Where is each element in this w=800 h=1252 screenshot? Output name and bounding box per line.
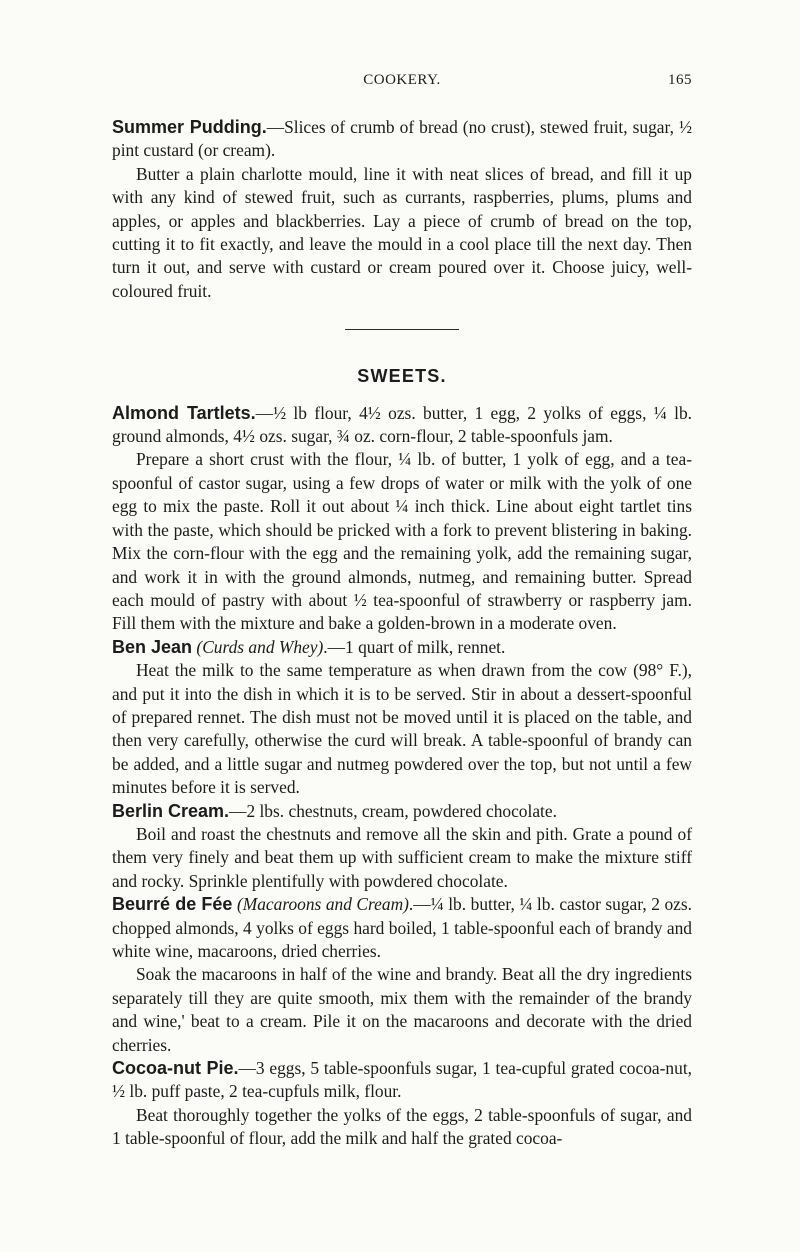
recipe-title: Cocoa-nut Pie.: [112, 1058, 239, 1079]
recipe-title: Almond Tartlets.: [112, 402, 256, 423]
recipe-ben-jean-method: Heat the milk to the same temperature as when drawn from the cow (98° F.), and put it into the dish in which it is to be served. Stir in about a dessert-spoonful of prepared rennet. The dish must not be moved until it is placed on the table, and then very carefully, otherwise the curd will break. A table-spoonful of brandy can be added, and a little sugar and nutmeg powdered over the top, but not until a few minutes before it is served.: [112, 660, 692, 798]
recipe-title: Ben Jean: [112, 636, 193, 657]
recipe-subtitle: (Macaroons and Cream): [236, 894, 409, 915]
recipe-title: Summer Pudding.: [112, 117, 267, 137]
page-title: COOKERY.: [363, 72, 441, 88]
recipe-beurre-de-fee-method: Soak the macaroons in half of the wine and brandy. Beat all the dry ingredients separately till they are quite smooth, mix them with the remainder of the brandy and wine,' beat to a cream. Pile it on the macaroons and decorate with the dried cherries.: [112, 964, 692, 1055]
section-divider: [345, 329, 459, 330]
recipe-summer-pudding-ingredients: [112, 116, 692, 163]
page-number: 165: [668, 72, 692, 88]
section-heading: SWEETS.: [357, 366, 447, 387]
recipe-almond-tartlets-method: Prepare a short crust with the flour, ¼ lb. of butter, 1 yolk of egg, and a tea-spoonful of castor sugar, using a few drops of water or milk with the yolk of one egg to mix the paste. Roll it out about ¼ inch thick. Line about eight tartlet tins with the paste, which should be pricked with a fork to prevent blistering in baking. Mix the corn-flour with the egg and the remaining yolk, add the remaining sugar, and work it in with the ground almonds, nutmeg, and remaining butter. Spread each mould of pastry with about ½ tea-spoonful of strawberry or raspberry jam. Fill them with the mixture and bake a golden-brown in a moderate oven.: [112, 449, 692, 634]
ingredients-text: —½ lb flour, 4½ ozs. butter, 1 egg, 2 yolks of eggs, ¼ lb. ground almonds, 4½ ozs. sugar, ¾ oz. corn-flour, 2 table-spoonfuls jam.: [112, 402, 692, 447]
recipe-title: Beurré de Fée: [112, 894, 233, 915]
recipe-beurre-de-fee-ingredients: [112, 893, 692, 963]
ingredients-text: .—1 quart of milk, rennet.: [323, 636, 506, 657]
book-page: [112, 72, 692, 1151]
ingredients-text: .—¼ lb. butter, ¼ lb. castor sugar, 2 ozs. chopped almonds, 4 yolks of eggs hard boiled, 1 table-spoonful each of brandy and white wine, macaroons, dried cherries.: [112, 894, 692, 961]
ingredients-text: —3 eggs, 5 table-spoonfuls sugar, 1 tea-cupful grated cocoa-nut, ½ lb. puff paste, 2 tea-cupfuls milk, flour.: [112, 1058, 692, 1102]
page-content: [112, 116, 692, 1151]
recipe-berlin-cream-method: Boil and roast the chestnuts and remove all the skin and pith. Grate a pound of them very finely and beat them up with sufficient cream to make the mixture stiff and rocky. Sprinkle plentifully with powdered chocolate.: [112, 823, 692, 891]
recipe-cocoa-nut-pie-ingredients: [112, 1057, 692, 1104]
recipe-title: Berlin Cream.: [112, 800, 230, 821]
recipe-berlin-cream-ingredients: [112, 800, 692, 823]
recipe-cocoa-nut-pie-method: Beat thoroughly together the yolks of the eggs, 2 table-spoonfuls of sugar, and 1 table-spoonful of flour, add the milk and half the grated cocoa-: [112, 1104, 692, 1149]
recipe-summer-pudding-method: Butter a plain charlotte mould, line it with neat slices of bread, and fill it up with any kind of stewed fruit, such as currants, raspberries, plums, plums and apples, or apples and blackberries. Lay a piece of crumb of bread on the top, cutting it to fit exactly, and leave the mould in a cool place till the next day. Then turn it out, and serve with custard or cream poured over it. Choose juicy, well-coloured fruit.: [112, 163, 692, 301]
ingredients-text: —Slices of crumb of bread (no crust), stewed fruit, sugar, ½ pint custard (or cream).: [112, 117, 693, 161]
recipe-subtitle: (Curds and Whey): [196, 636, 324, 657]
recipe-ben-jean-ingredients: [112, 636, 692, 659]
ingredients-text: —2 lbs. chestnuts, cream, powdered chocolate.: [229, 800, 557, 821]
recipe-almond-tartlets-ingredients: [112, 402, 692, 449]
running-head: [112, 72, 692, 96]
